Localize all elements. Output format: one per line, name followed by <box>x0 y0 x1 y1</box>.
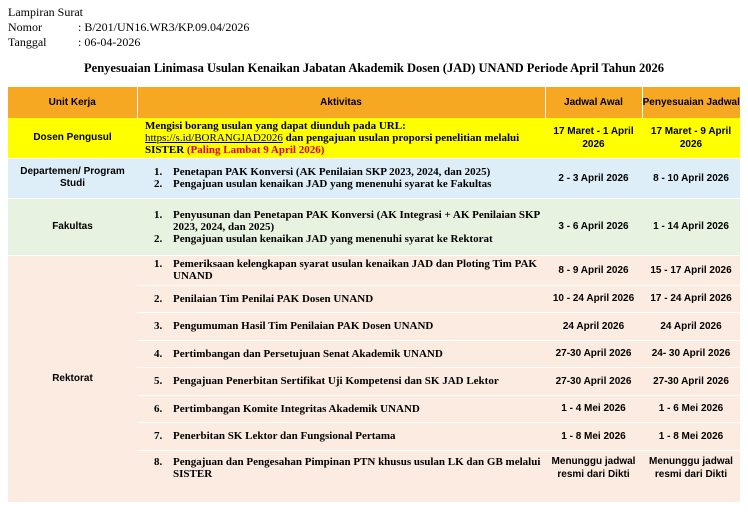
nomor-label: Nomor <box>8 20 42 34</box>
rektorat-7-penyesuaian: 1 - 8 Mei 2026 <box>642 422 740 450</box>
rektorat-6-jadwal-awal: 1 - 4 Mei 2026 <box>545 395 642 422</box>
departemen-penyesuaian: 8 - 10 April 2026 <box>642 158 740 198</box>
activity-rektorat-2 <box>137 285 545 312</box>
activity-rektorat-6 <box>137 395 545 422</box>
tanggal-row <box>8 35 249 50</box>
tanggal-value: : 06-04-2026 <box>78 35 141 49</box>
activity-rektorat-1 <box>137 255 545 285</box>
list-item: 1. Penetapan PAK Konversi (AK Penilaian SKP 2023, 2024, dan 2025) <box>154 166 491 178</box>
rektorat-7-jadwal-awal: 1 - 8 Mei 2026 <box>545 422 642 450</box>
list-item: 5. Pengajuan Penerbitan Sertifikat Uji Kompetensi dan SK JAD Lektor <box>154 375 499 387</box>
schedule-table <box>8 87 740 503</box>
activity-fakultas <box>137 198 545 255</box>
activity-rektorat-7 <box>137 422 545 450</box>
row-fakultas <box>8 198 740 255</box>
header-penyesuaian-jadwal: Penyesuaian Jadwal <box>642 87 740 118</box>
rektorat-3-jadwal-awal: 24 April 2026 <box>545 312 642 340</box>
rektorat-2-penyesuaian: 17 - 24 April 2026 <box>642 285 740 312</box>
rektorat-5-jadwal-awal: 27-30 April 2026 <box>545 367 642 395</box>
list-item: 1. Penyusunan dan Penetapan PAK Konversi (AK Integrasi + AK Penilaian SKP 2023, 2024, dan 2025) <box>154 208 540 233</box>
dosen-text-a: Mengisi borang usulan yang dapat diunduh pada URL: <box>145 119 406 132</box>
list-item: 2. Pengajuan usulan kenaikan JAD yang menenuhi syarat ke Fakultas <box>154 178 492 190</box>
rektorat-8-jadwal-awal: Menunggu jadwal resmi dari Dikti <box>545 450 642 502</box>
tanggal-label: Tanggal <box>8 35 47 49</box>
unit-fakultas: Fakultas <box>8 198 137 255</box>
rektorat-4-penyesuaian: 24- 30 April 2026 <box>642 340 740 367</box>
list-item: 4. Pertimbangan dan Persetujuan Senat Akademik UNAND <box>154 347 443 360</box>
unit-departemen: Departemen/ Program Studi <box>8 158 137 198</box>
lampiran-label: Lampiran Surat <box>8 5 83 19</box>
list-item: 1. Pemeriksaan kelengkapan syarat usulan kenaikan JAD dan Ploting Tim PAK UNAND <box>154 258 537 282</box>
rektorat-8-penyesuaian: Menunggu jadwal resmi dari Dikti <box>642 450 740 502</box>
dosen-penyesuaian: 17 Maret - 9 April 2026 <box>642 118 740 158</box>
rektorat-2-jadwal-awal: 10 - 24 April 2026 <box>545 285 642 312</box>
table-header-row <box>8 87 740 118</box>
rektorat-4-jadwal-awal: 27-30 April 2026 <box>545 340 642 367</box>
document-title: Penyesuaian Linimasa Usulan Kenaikan Jabatan Akademik Dosen (JAD) UNAND Periode April Tahun 2026 <box>84 61 664 75</box>
activity-rektorat-5 <box>137 367 545 395</box>
header-unit-kerja: Unit Kerja <box>8 87 137 118</box>
activity-rektorat-4 <box>137 340 545 367</box>
list-item: 8. Pengajuan dan Pengesahan Pimpinan PTN khusus usulan LK dan GB melalui SISTER <box>154 455 541 480</box>
header-aktivitas: Aktivitas <box>137 87 545 118</box>
activity-rektorat-3 <box>137 312 545 340</box>
activity-dosen <box>137 118 545 158</box>
nomor-value: : B/201/UN16.WR3/KP.09.04/2026 <box>78 20 250 34</box>
unit-rektorat: Rektorat <box>8 255 137 502</box>
rektorat-1-penyesuaian: 15 - 17 April 2026 <box>642 255 740 285</box>
rektorat-1-jadwal-awal: 8 - 9 April 2026 <box>545 255 642 285</box>
dosen-jadwal-awal: 17 Maret - 1 April 2026 <box>545 118 642 158</box>
rektorat-5-penyesuaian: 27-30 April 2026 <box>642 367 740 395</box>
fakultas-penyesuaian: 1 - 14 April 2026 <box>642 198 740 255</box>
dosen-text-b: dan pengajuan usulan proporsi penelitian melalui SISTER <box>145 131 520 156</box>
activity-departemen <box>137 158 545 198</box>
departemen-jadwal-awal: 2 - 3 April 2026 <box>545 158 642 198</box>
letter-header <box>8 5 249 50</box>
rektorat-6-penyesuaian: 1 - 6 Mei 2026 <box>642 395 740 422</box>
borang-link[interactable]: https://s.id/BORANGJAD2026 <box>145 131 283 144</box>
deadline-text: (Paling Lambat 9 April 2026) <box>186 143 325 156</box>
list-item: 2. Pengajuan usulan kenaikan JAD yang menenuhi syarat ke Rektorat <box>154 232 493 245</box>
list-item: 7. Penerbitan SK Lektor dan Fungsional Pertama <box>154 430 396 442</box>
rektorat-3-penyesuaian: 24 April 2026 <box>642 312 740 340</box>
row-dosen-pengusul <box>8 118 740 158</box>
list-item: 2. Penilaian Tim Penilai PAK Dosen UNAND <box>154 292 374 305</box>
list-item: 3. Pengumuman Hasil Tim Penilaian PAK Dosen UNAND <box>154 320 434 332</box>
header-jadwal-awal: Jadwal Awal <box>545 87 642 118</box>
fakultas-jadwal-awal: 3 - 6 April 2026 <box>545 198 642 255</box>
row-rektorat-1 <box>8 255 740 285</box>
nomor-row <box>8 20 249 35</box>
activity-rektorat-8 <box>137 450 545 502</box>
row-departemen <box>8 158 740 198</box>
unit-dosen-pengusul: Dosen Pengusul <box>8 118 137 158</box>
list-item: 6. Pertimbangan Komite Integritas Akademik UNAND <box>154 402 420 415</box>
